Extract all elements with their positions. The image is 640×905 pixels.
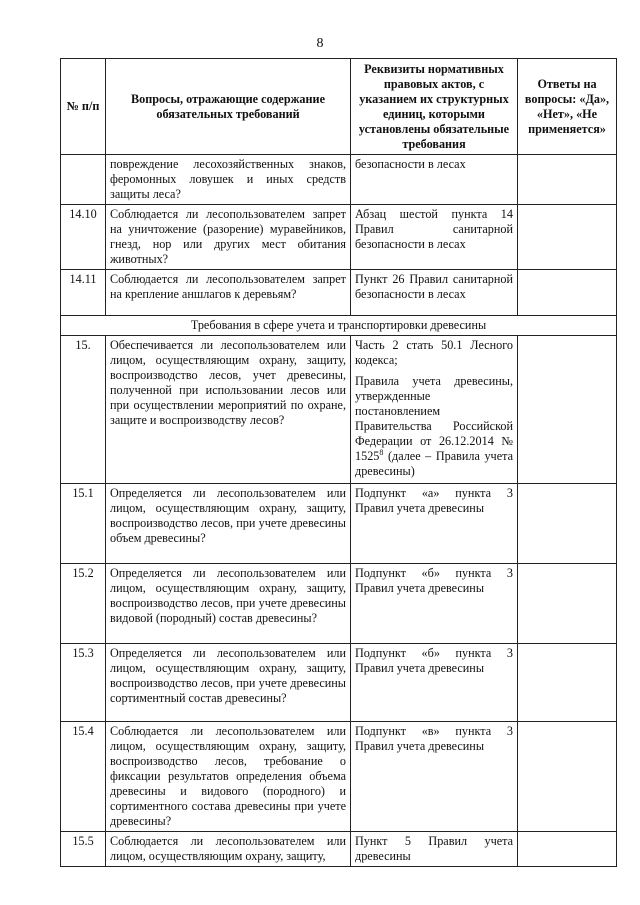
section-row xyxy=(61,316,617,336)
row-requisites: Пункт 26 Правил санитарной безопасности в лесах xyxy=(351,270,518,316)
row-requisites: Подпункт «а» пункта 3 Правил учета древесины xyxy=(351,484,518,564)
table-row xyxy=(61,644,617,722)
row-num: 15.4 xyxy=(61,722,106,832)
requisite-text: Часть 2 стать 50.1 Лесного кодекса; xyxy=(355,338,513,367)
row-question: Соблюдается ли лесопользователем запрет на уничтожение (разорение) муравейников, гнезд, нор или других мест обитания животных? xyxy=(106,205,351,270)
row-question: Определяется ли лесопользователем или лицом, осуществляющим охрану, защиту, воспроизводство лесов, при учете древесины сортиментный состав древесины? xyxy=(106,644,351,722)
table-row xyxy=(61,205,617,270)
row-requisites: Пункт 5 Правил учета древесины xyxy=(351,832,518,867)
page-number: 8 xyxy=(316,36,324,51)
footnote-ref: 8 xyxy=(379,447,384,457)
answer-cell[interactable] xyxy=(518,155,617,205)
requirements-table xyxy=(60,58,617,867)
table-row xyxy=(61,484,617,564)
header-requisites: Реквизиты нормативных правовых актов, с указанием их структурных единиц, которыми установлены обязательные требования xyxy=(351,59,518,155)
requisite-text: Правила учета древесины, утвержденные постановлением Правительства Российской Федерации от 26.12.2014 № 1525$^8$ (далее – Правила учета древесины) xyxy=(355,374,513,478)
row-requisites: Подпункт «б» пункта 3 Правил учета древесины xyxy=(351,564,518,644)
answer-cell[interactable] xyxy=(518,205,617,270)
row-question: Определяется ли лесопользователем или лицом, осуществляющим охрану, защиту, воспроизводство лесов, при учете древесины объем древесины? xyxy=(106,484,351,564)
row-num: 15.3 xyxy=(61,644,106,722)
table-row xyxy=(61,564,617,644)
answer-cell[interactable] xyxy=(518,564,617,644)
answer-cell[interactable] xyxy=(518,832,617,867)
table-row xyxy=(61,270,617,316)
row-num: 15.2 xyxy=(61,564,106,644)
row-num: 15. xyxy=(61,336,106,484)
table-row xyxy=(61,155,617,205)
section-title: Требования в сфере учета и транспортировки древесины xyxy=(61,316,617,336)
row-requisites xyxy=(351,336,518,484)
table-row xyxy=(61,832,617,867)
row-question: Определяется ли лесопользователем или лицом, осуществляющим охрану, защиту, воспроизводство лесов, при учете древесины видовой (породный) состав древесины? xyxy=(106,564,351,644)
row-num xyxy=(61,155,106,205)
row-question: Соблюдается ли лесопользователем или лицом, осуществляющим охрану, защиту, xyxy=(106,832,351,867)
answer-cell[interactable] xyxy=(518,336,617,484)
row-question: Обеспечивается ли лесопользователем или лицом, осуществляющим охрану, защиту, воспроизводство лесов, учет древесины, полученной при использовании лесов или при осуществлении мероприятий по охране, защите и воспроизводству лесов? xyxy=(106,336,351,484)
answer-cell[interactable] xyxy=(518,644,617,722)
header-num: № п/п xyxy=(61,59,106,155)
row-num: 15.1 xyxy=(61,484,106,564)
header-question: Вопросы, отражающие содержание обязательных требований xyxy=(106,59,351,155)
row-question: Соблюдается ли лесопользователем запрет на крепление аншлагов к деревьям? xyxy=(106,270,351,316)
answer-cell[interactable] xyxy=(518,270,617,316)
row-num: 14.11 xyxy=(61,270,106,316)
answer-cell[interactable] xyxy=(518,484,617,564)
header-answers: Ответы на вопросы: «Да», «Нет», «Не применяется» xyxy=(518,59,617,155)
row-num: 14.10 xyxy=(61,205,106,270)
row-requisites: Абзац шестой пункта 14 Правил санитарной безопасности в лесах xyxy=(351,205,518,270)
row-num: 15.5 xyxy=(61,832,106,867)
row-question: Соблюдается ли лесопользователем или лицом, осуществляющим охрану, защиту, воспроизводство лесов, требование о фиксации результатов определения объема древесины и видового (породного) и сортиментного состава древесины при учете древесины? xyxy=(106,722,351,832)
row-requisites: безопасности в лесах xyxy=(351,155,518,205)
row-question: повреждение лесохозяйственных знаков, феромонных ловушек и иных средств защиты леса? xyxy=(106,155,351,205)
row-requisites: Подпункт «в» пункта 3 Правил учета древесины xyxy=(351,722,518,832)
answer-cell[interactable] xyxy=(518,722,617,832)
table-row xyxy=(61,336,617,484)
row-requisites: Подпункт «б» пункта 3 Правил учета древесины xyxy=(351,644,518,722)
table-row xyxy=(61,722,617,832)
